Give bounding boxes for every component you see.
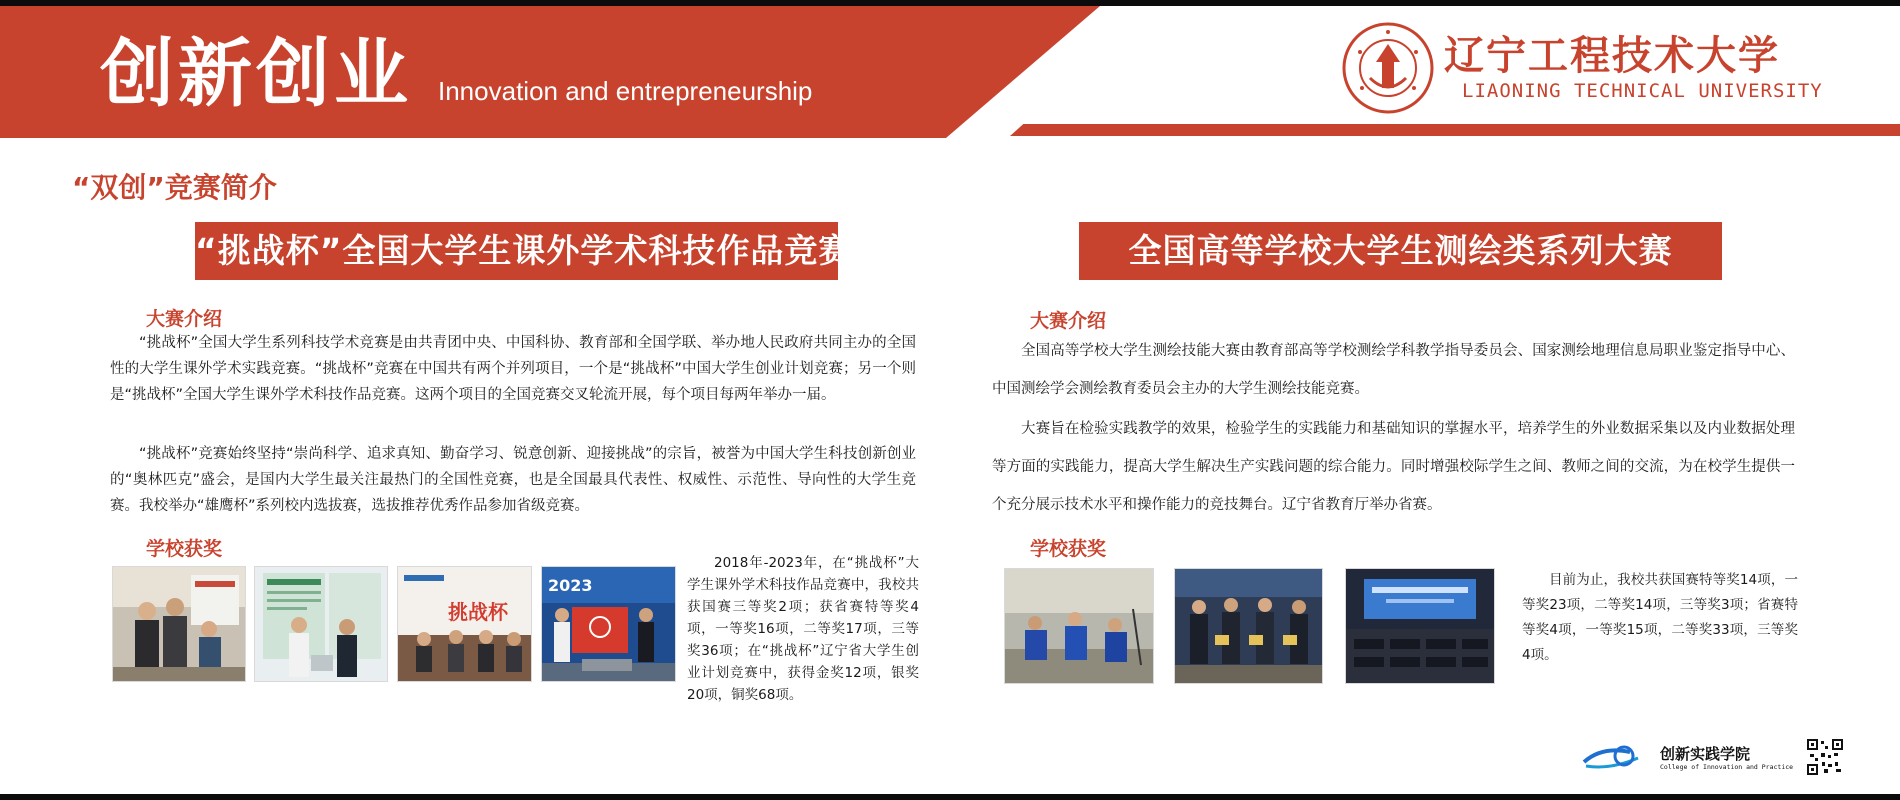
left-intro-paragraph-2: “挑战杯”竞赛始终坚持“崇尚科学、追求真知、勤奋学习、锐意创新、迎接挑战”的宗旨，被誉为中国大学生科技创新创业的“奥林匹克”盛会，是国内大学生最关注最热门的全国性竞赛，也是全国最具代表性、权威性、示范性、导向性的大学生竞赛。我校举办“雄鹰杯”系列校内选拔赛，选拔推荐优秀作品参加省级竞赛。 <box>110 446 916 514</box>
section-heading: “双创”竞赛简介 <box>72 171 277 204</box>
qr-code-icon <box>1806 738 1844 776</box>
right-intro-heading: 大赛介绍 <box>1030 310 1107 332</box>
top-frame-bar <box>0 0 1900 6</box>
award-photo-exhibition-hall <box>112 566 246 682</box>
award-photo-certificates <box>1174 568 1323 684</box>
left-intro-paragraph-1: “挑战杯”全国大学生系列科技学术竞赛是由共青团中央、中国科协、教育部和全国学联、举办地人民政府共同主办的全国性的大学生课外学术实践竞赛。“挑战杯”竞赛在中国共有两个并列项目，一个是“挑战杯”中国大学生创业计划竞赛；另一个则是“挑战杯”全国大学生课外学术科技作品竞赛。这两个项目的全国竞赛交叉轮流开展，每个项目每两年举办一届。 <box>110 335 916 403</box>
competition-banner-surveying: 全国高等学校大学生测绘类系列大赛 <box>1079 222 1722 280</box>
page-title: 创新创业 <box>100 31 412 117</box>
left-awards-heading: 学校获奖 <box>146 538 223 560</box>
award-photo-auditorium <box>1345 568 1495 684</box>
university-name-cn: 辽宁工程技术大学 <box>1444 33 1780 79</box>
award-photo-team-flag <box>541 566 676 682</box>
college-logo-icon <box>1580 740 1654 772</box>
right-intro-paragraph-2: 大赛旨在检验实践教学的效果，检验学生的实践能力和基础知识的掌握水平，培养学生的外业数据采集以及内业数据处理等方面的实践能力，提高大学生解决生产实践问题的综合能力。同时增强校际学生之间、教师之间的交流，为在校学生提供一个充分展示技术水平和操作能力的竞技舞台。辽宁省教育厅举办省赛。 <box>992 421 1795 513</box>
university-seal-logo <box>1342 22 1434 114</box>
right-intro-paragraph-1: 全国高等学校大学生测绘技能大赛由教育部高等学校测绘学科教学指导委员会、国家测绘地理信息局职业鉴定指导中心、中国测绘学会测绘教育委员会主办的大学生测绘技能竞赛。 <box>992 343 1795 397</box>
right-awards-heading: 学校获奖 <box>1030 538 1107 560</box>
left-intro-heading: 大赛介绍 <box>146 308 223 330</box>
award-photo-stage-talk <box>397 566 532 682</box>
award-photo-field-survey <box>1004 568 1154 684</box>
header-accent-line <box>1010 124 1900 136</box>
photo-banner-text: 挑战杯 <box>448 600 508 624</box>
college-name-en: College of Innovation and Practice <box>1660 763 1794 771</box>
college-name-cn: 创新实践学院 <box>1660 745 1751 763</box>
bottom-frame-bar <box>0 794 1900 800</box>
page-subtitle: Innovation and entrepreneurship <box>438 76 813 106</box>
award-photo-poster-display <box>254 566 388 682</box>
university-name-en: LIAONING TECHNICAL UNIVERSITY <box>1462 80 1823 102</box>
competition-banner-challenge-cup: “挑战杯”全国大学生课外学术科技作品竞赛 <box>195 222 838 280</box>
left-awards-text: 2018年-2023年，在“挑战杯”大学生课外学术科技作品竞赛中，我校共获国赛三等奖2项；获省赛特等奖4项，一等奖16项，二等奖17项，三等奖36项；在“挑战杯”辽宁省大学生创业计划竞赛中，获得金奖12项，银奖20项，铜奖68项。 <box>687 555 919 703</box>
photo-slogan-text: 2023 <box>548 576 593 595</box>
right-awards-text: 目前为止，我校共获国赛特等奖14项，一等奖23项，二等奖14项，三等奖3项；省赛特等奖4项，一等奖15项，二等奖33项，三等奖4项。 <box>1522 572 1798 663</box>
